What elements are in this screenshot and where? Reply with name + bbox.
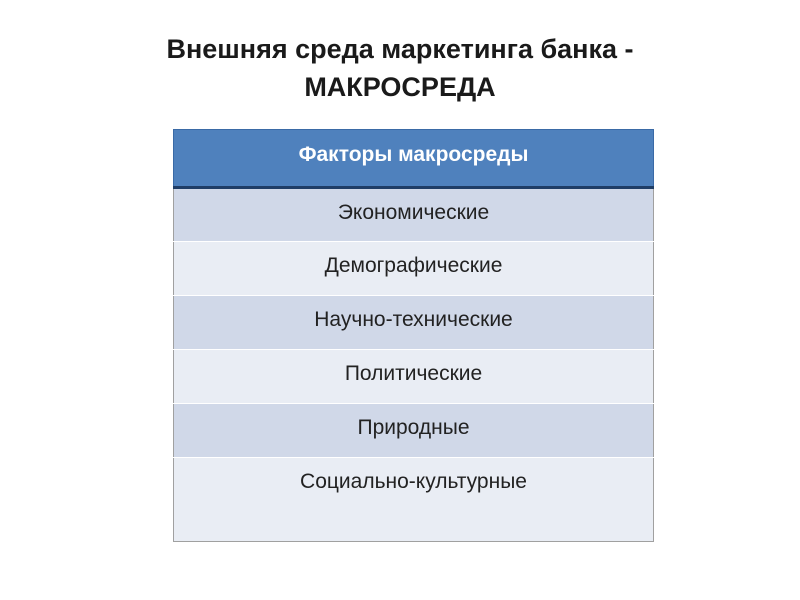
macro-factors-table [173,129,654,542]
table-row [174,242,654,296]
slide-title [0,30,800,106]
factor-socio-cultural: Социально-культурные [174,458,654,542]
factor-political: Политические [174,350,654,404]
table-row [174,350,654,404]
factor-scientific-technical: Научно-технические [174,296,654,350]
slide-title-line-2: МАКРОСРЕДА [304,72,496,102]
factor-natural: Природные [174,404,654,458]
factor-economic: Экономические [174,188,654,242]
table-row [174,296,654,350]
table-header-cell: Факторы макросреды [174,130,654,188]
table-header-row [174,130,654,188]
slide-title-line-1: Внешняя среда маркетинга банка - [166,34,634,64]
table-row [174,404,654,458]
table-row [174,458,654,542]
table-row [174,188,654,242]
factor-demographic: Демографические [174,242,654,296]
